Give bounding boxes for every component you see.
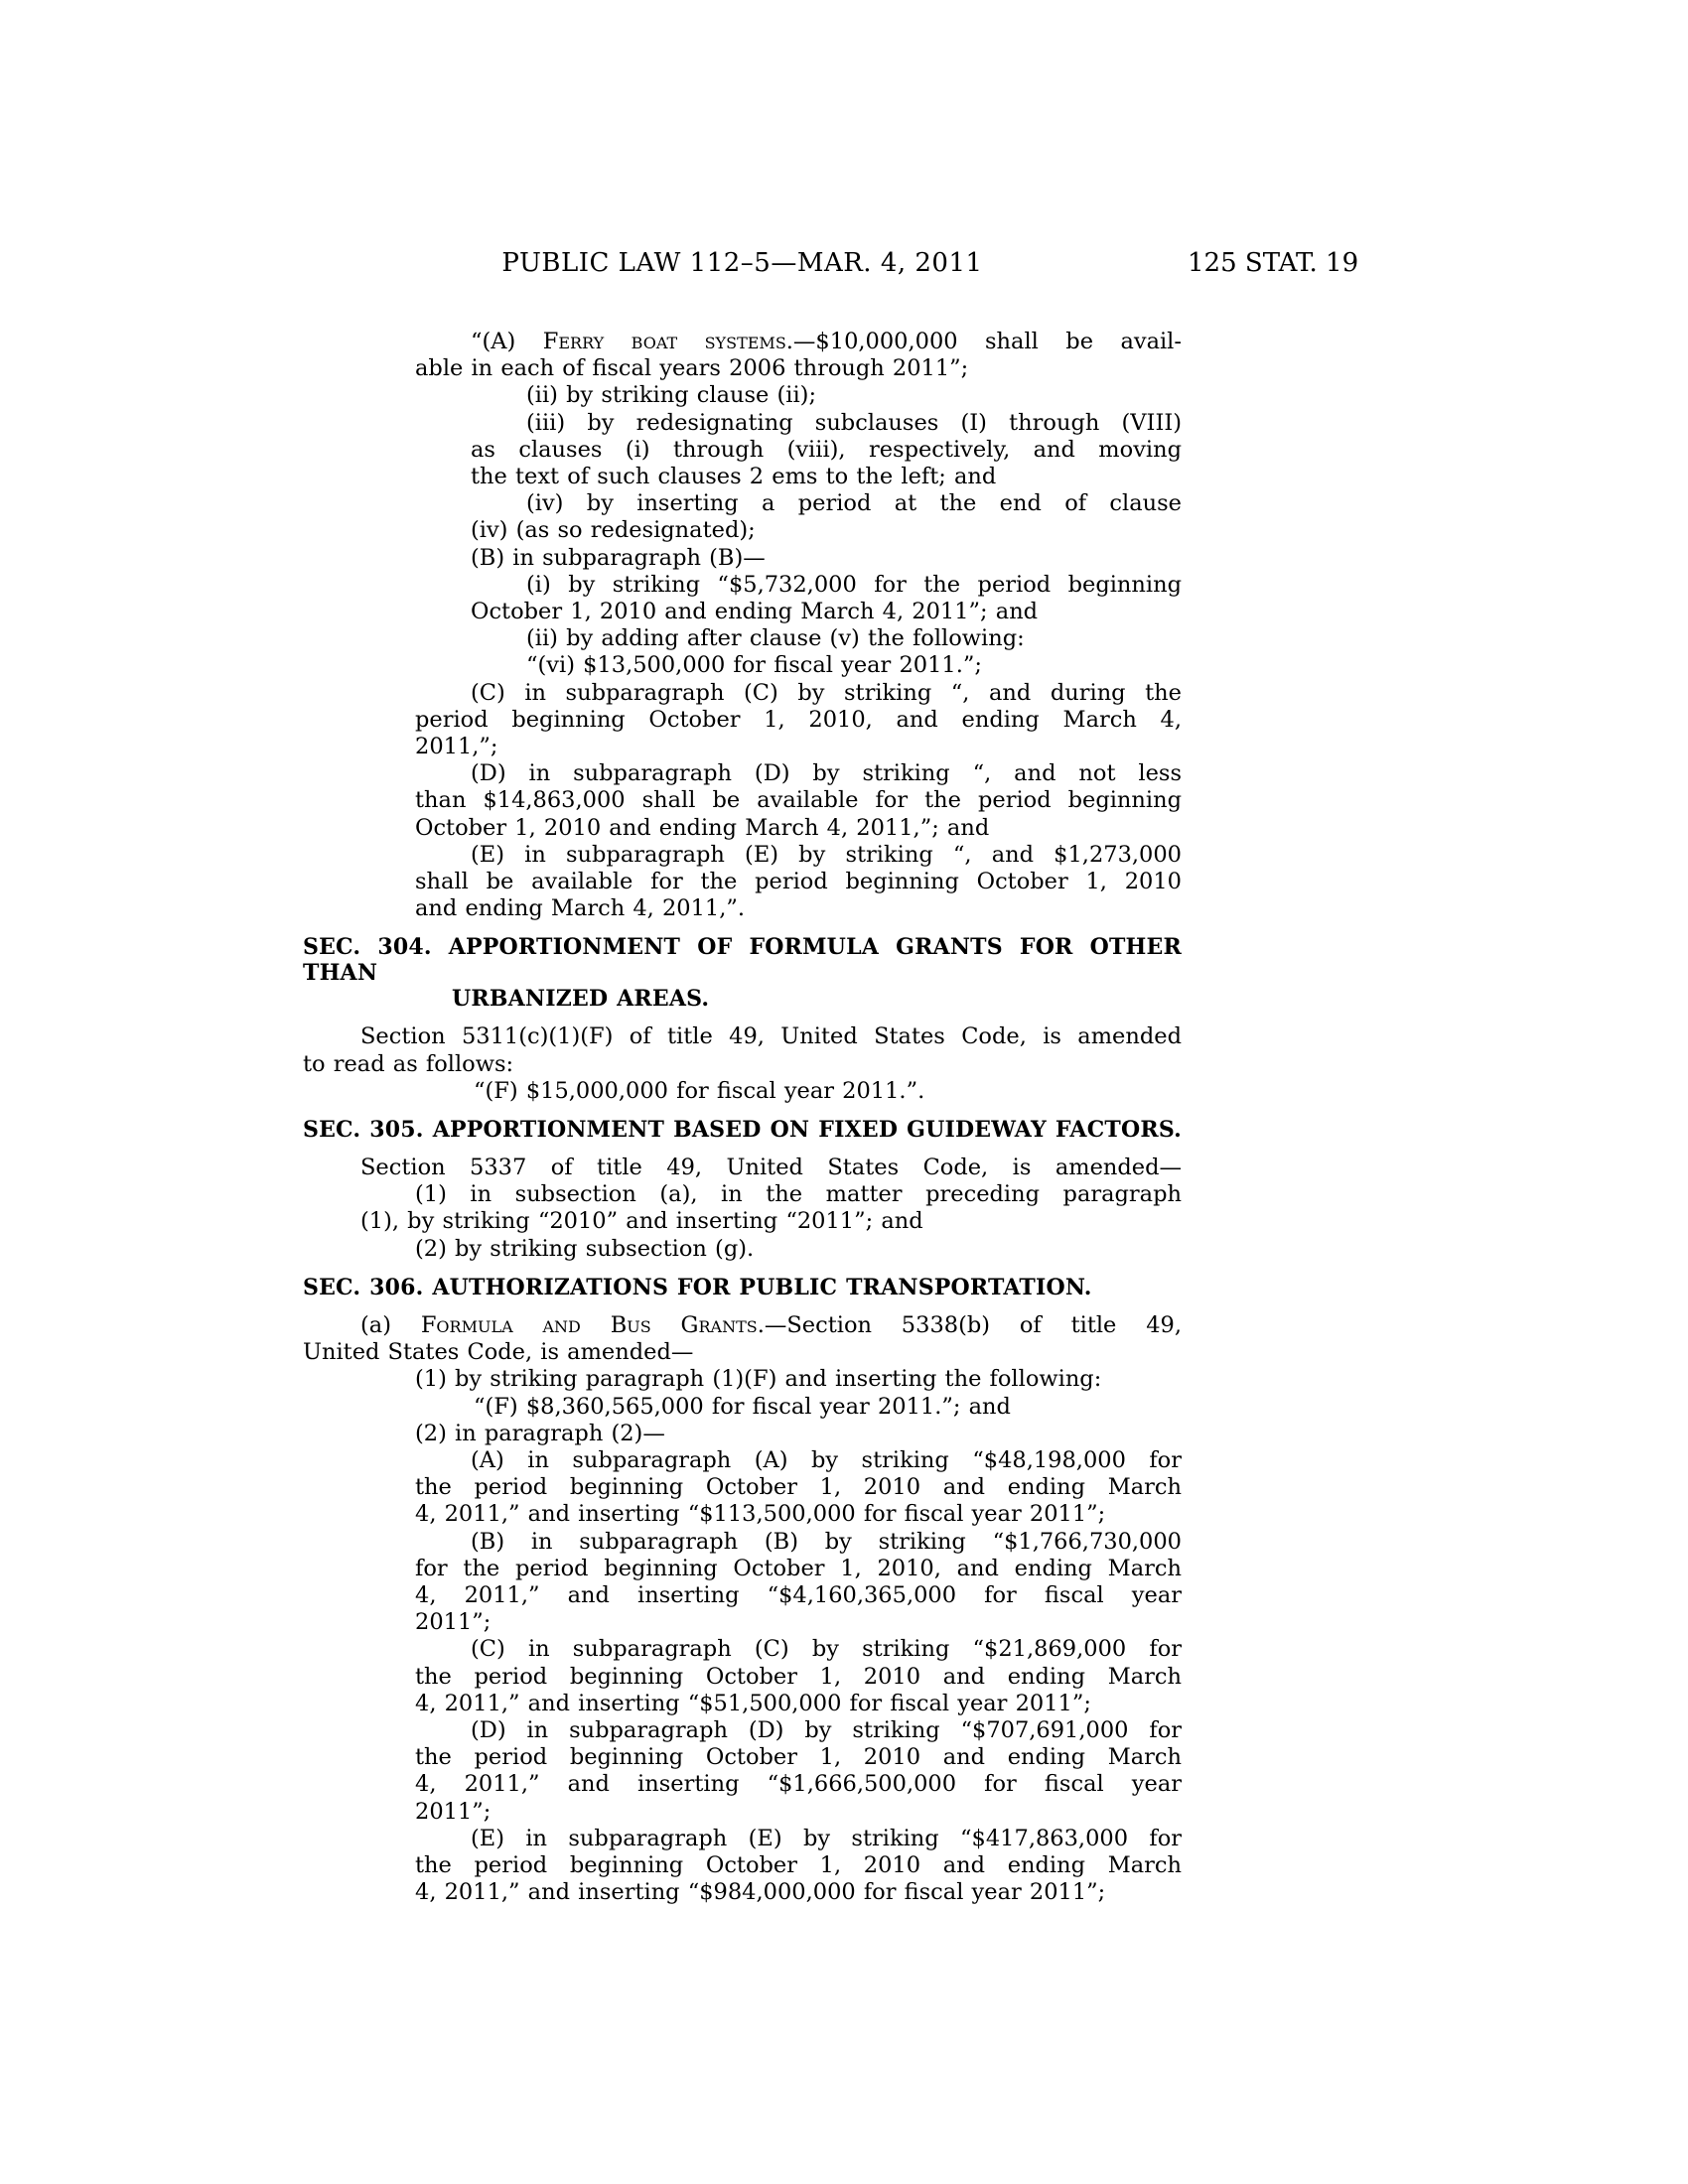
document-line: the text of such clauses 2 ems to the left; and (471, 464, 997, 490)
document-line: (B) in subparagraph (B)— (471, 544, 766, 571)
document-body (303, 329, 1182, 1906)
document-line: October 1, 2010 and ending March 4, 2011”; and (471, 599, 1039, 625)
document-line: able in each of fiscal years 2006 through 2011”; (415, 355, 969, 382)
document-line: the period beginning October 1, 2010 and ending March (415, 1744, 1182, 1771)
line-text: .—$10,000,000 shall be avail- (785, 329, 1182, 354)
document-line: (D) in subparagraph (D) by striking “, and not less (471, 760, 1182, 787)
document-line: (E) in subparagraph (E) by striking “, and $1,273,000 (471, 841, 1182, 868)
document-line: “(F) $8,360,565,000 for fiscal year 2011.”; and (474, 1393, 1011, 1420)
document-line: 4, 2011,” and inserting “$51,500,000 for fiscal year 2011”; (415, 1690, 1091, 1716)
section-heading-line: SEC. 306. AUTHORIZATIONS FOR PUBLIC TRANSPORTATION. (303, 1274, 1092, 1300)
document-line: 4, 2011,” and inserting “$4,160,365,000 for fiscal year (415, 1581, 1182, 1608)
document-line: (i) by striking “$5,732,000 for the period beginning (526, 571, 1182, 598)
document-line: (D) in subparagraph (D) by striking “$707,691,000 for (471, 1716, 1182, 1743)
document-line: as clauses (i) through (viii), respectively, and moving (471, 436, 1182, 463)
document-line: than $14,863,000 shall be available for the period beginning (415, 787, 1182, 814)
section-heading-line: SEC. 304. APPORTIONMENT OF FORMULA GRANTS FOR OTHER THAN (303, 934, 1182, 987)
document-line: the period beginning October 1, 2010 and ending March (415, 1663, 1182, 1690)
line-text: “(A) (471, 329, 543, 354)
document-line: for the period beginning October 1, 2010, and ending March (415, 1555, 1182, 1581)
document-line: (A) in subparagraph (A) by striking “$48,198,000 for (471, 1446, 1182, 1473)
document-line (471, 329, 1182, 355)
document-line: (1), by striking “2010” and inserting “2011”; and (360, 1208, 923, 1235)
document-line: 2011”; (415, 1798, 492, 1825)
document-line: 2011”; (415, 1609, 492, 1636)
document-line: 4, 2011,” and inserting “$113,500,000 for fiscal year 2011”; (415, 1501, 1106, 1528)
document-line: shall be available for the period beginning October 1, 2010 (415, 869, 1182, 895)
document-line: Section 5337 of title 49, United States Code, is amended— (360, 1155, 1182, 1181)
document-line: (1) by striking paragraph (1)(F) and inserting the following: (415, 1366, 1102, 1393)
document-line: 4, 2011,” and inserting “$1,666,500,000 for fiscal year (415, 1771, 1182, 1798)
document-line: (E) in subparagraph (E) by striking “$417,863,000 for (471, 1825, 1182, 1851)
document-line (360, 1312, 1182, 1339)
document-line: (2) by striking subsection (g). (415, 1235, 755, 1262)
document-line: period beginning October 1, 2010, and ending March 4, (415, 706, 1182, 733)
section-heading-line: URBANIZED AREAS. (452, 986, 710, 1013)
document-line: (1) in subsection (a), in the matter preceding paragraph (415, 1181, 1182, 1208)
document-line: October 1, 2010 and ending March 4, 2011,”; and (415, 814, 990, 841)
document-line: the period beginning October 1, 2010 and ending March (415, 1851, 1182, 1878)
line-text: .—Section 5338(b) of title 49, (757, 1311, 1182, 1338)
document-line: 4, 2011,” and inserting “$984,000,000 for fiscal year 2011”; (415, 1879, 1106, 1906)
document-line: Section 5311(c)(1)(F) of title 49, United States Code, is amended (360, 1024, 1182, 1050)
document-line: (B) in subparagraph (B) by striking “$1,766,730,000 (471, 1528, 1182, 1555)
document-line: (ii) by adding after clause (v) the following: (526, 625, 1025, 652)
document-line: “(F) $15,000,000 for fiscal year 2011.”. (474, 1077, 925, 1104)
section-heading-line: SEC. 305. APPORTIONMENT BASED ON FIXED GUIDEWAY FACTORS. (303, 1117, 1182, 1144)
document-line: (ii) by striking clause (ii); (526, 382, 817, 409)
document-line: and ending March 4, 2011,”. (415, 895, 746, 922)
document-line: (C) in subparagraph (C) by striking “$21,869,000 for (471, 1636, 1182, 1663)
document-line: “(vi) $13,500,000 for fiscal year 2011.”; (526, 652, 982, 679)
document-line: (iv) by inserting a period at the end of clause (526, 490, 1182, 517)
document-line: United States Code, is amended— (303, 1339, 694, 1366)
document-line: the period beginning October 1, 2010 and ending March (415, 1474, 1182, 1501)
document-line: 2011,”; (415, 734, 498, 760)
document-line: (2) in paragraph (2)— (415, 1420, 665, 1446)
document-line: (iv) (as so redesignated); (471, 517, 756, 544)
small-caps-term: Formula and Bus Grants (420, 1311, 758, 1338)
document-line: (C) in subparagraph (C) by striking “, and during the (471, 679, 1182, 706)
document-line: to read as follows: (303, 1050, 514, 1077)
document-line: (iii) by redesignating subclauses (I) through (VIII) (526, 409, 1182, 436)
small-caps-term: Ferry boat systems (542, 329, 786, 354)
page-header-stat-number: 125 STAT. 19 (1188, 248, 1359, 278)
line-text: (a) (360, 1311, 421, 1338)
page-header-law-title: PUBLIC LAW 112–5—MAR. 4, 2011 (501, 248, 983, 278)
